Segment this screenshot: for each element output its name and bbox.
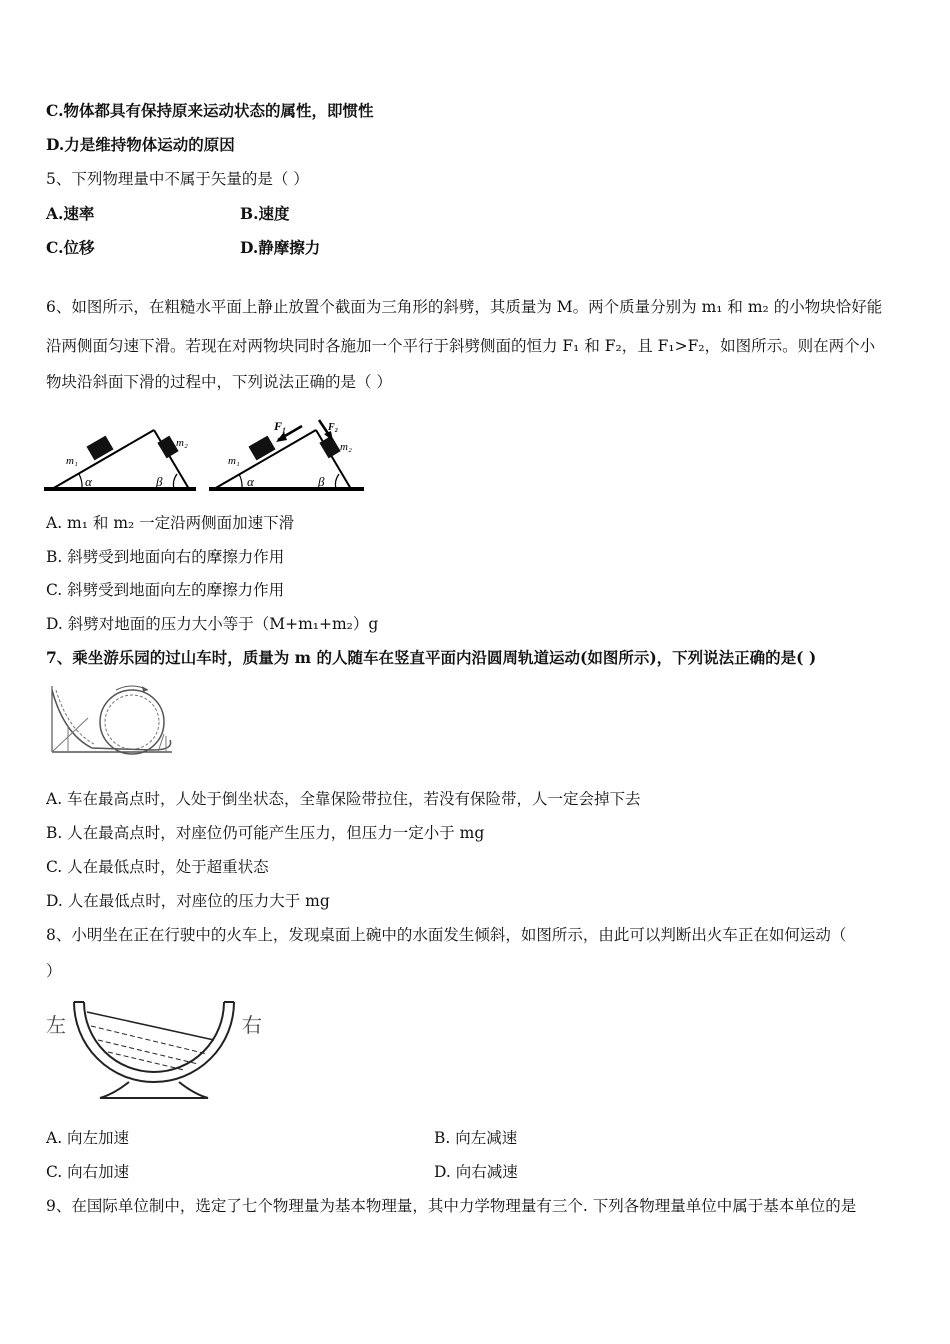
q6-stem-line-1: 6、如图所示，在粗糙水平面上静止放置个截面为三角形的斜劈，其质量为 M。两个质量分别为 m₁ 和 m₂ 的小物块恰好能: [46, 298, 883, 316]
q8-stem-line-2: ）: [46, 962, 62, 980]
label-m1: m₁: [66, 455, 78, 467]
q4-option-c: C.物体都具有保持原来运动状态的属性，即惯性: [46, 101, 374, 120]
q7-option-a: A. 车在最高点时，人处于倒坐状态，全靠保险带拉住，若没有保险带，人一定会掉下去: [46, 790, 641, 808]
label-f2: F₂: [328, 422, 339, 433]
label-beta: β: [156, 474, 163, 489]
q6-stem-line-2: 沿两侧面匀速下滑。若现在对两物块同时各施加一个平行于斜劈侧面的恒力 F₁ 和 F₂，且 F₁>F₂，如图所示。则在两个小: [46, 337, 876, 355]
q9-stem: 9、在国际单位制中，选定了七个物理量为基本物理量，其中力学物理量有三个. 下列各物理量单位中属于基本单位的是: [46, 1197, 857, 1215]
q8-stem-line-1: 8、小明坐在正在行驶中的火车上，发现桌面上碗中的水面发生倾斜，如图所示，由此可以判断出火车正在如何运动（: [46, 926, 847, 944]
q6-option-b: B. 斜劈受到地面向右的摩擦力作用: [46, 548, 285, 566]
q7-stem: 7、乘坐游乐园的过山车时，质量为 m 的人随车在竖直平面内沿圆周轨道运动(如图所示)，下列说法正确的是( ): [46, 648, 817, 667]
label-beta-right: β: [318, 474, 325, 489]
label-m2: m₂: [176, 437, 188, 449]
q8-option-a: A. 向左加速: [46, 1129, 130, 1147]
q5-option-a: A.速率: [46, 204, 95, 223]
q7-option-b: B. 人在最高点时，对座位仍可能产生压力，但压力一定小于 mg: [46, 824, 485, 842]
wedge-figure: [44, 412, 369, 498]
roller-coaster-figure: [48, 682, 176, 756]
label-right: 右: [242, 1015, 262, 1037]
q5-stem: 5、下列物理量中不属于矢量的是（ ）: [46, 170, 309, 188]
label-m2-right: m₂: [340, 441, 352, 453]
wedge-left: [44, 430, 196, 489]
q6-option-d: D. 斜劈对地面的压力大小等于（M+m₁+m₂）g: [46, 615, 379, 633]
q4-option-d: D.力是维持物体运动的原因: [46, 135, 235, 154]
q5-option-d: D.静摩擦力: [240, 238, 321, 257]
q5-option-c: C.位移: [46, 238, 95, 257]
q5-option-b: B.速度: [240, 204, 290, 223]
label-left: 左: [46, 1015, 66, 1037]
q6-stem-line-3: 物块沿斜面下滑的过程中，下列说法正确的是（ ）: [46, 373, 392, 391]
q6-option-c: C. 斜劈受到地面向左的摩擦力作用: [46, 581, 285, 599]
bowl-figure: [44, 998, 274, 1108]
label-m1-right: m₁: [228, 455, 240, 467]
q8-option-b: B. 向左减速: [434, 1129, 518, 1147]
label-f1: F₁: [274, 419, 287, 433]
wedge-right: [209, 419, 364, 489]
q8-option-c: C. 向右加速: [46, 1163, 130, 1181]
q8-option-d: D. 向右减速: [434, 1163, 518, 1181]
label-alpha-right: α: [247, 474, 254, 489]
label-alpha: α: [85, 474, 92, 489]
q6-option-a: A. m₁ 和 m₂ 一定沿两侧面加速下滑: [46, 514, 295, 532]
q7-option-d: D. 人在最低点时，对座位的压力大于 mg: [46, 892, 330, 910]
q7-option-c: C. 人在最低点时，处于超重状态: [46, 858, 269, 876]
